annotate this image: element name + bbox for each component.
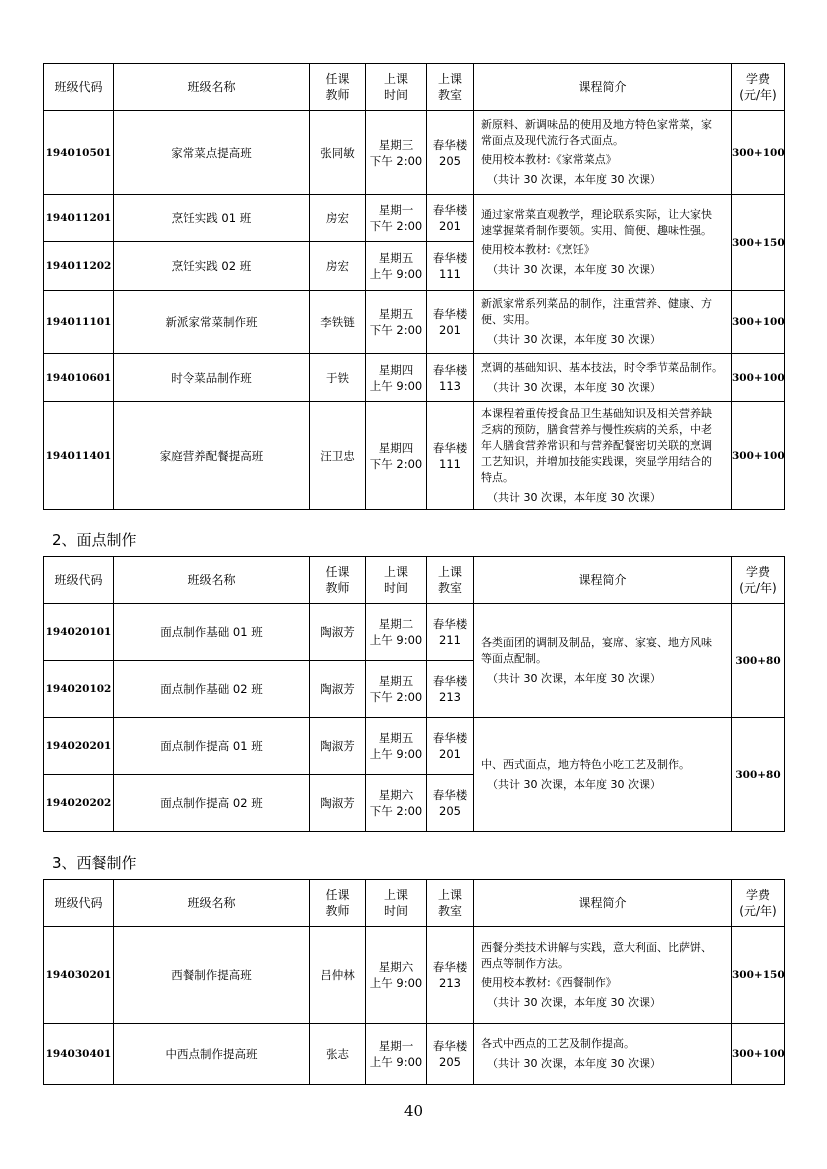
header-teacher: 任课 教师 bbox=[310, 880, 366, 927]
class-name: 面点制作基础 02 班 bbox=[114, 661, 310, 718]
class-name: 面点制作提高 02 班 bbox=[114, 775, 310, 832]
class-name: 面点制作基础 01 班 bbox=[114, 604, 310, 661]
classroom: 春华楼 111 bbox=[427, 242, 474, 291]
teacher: 李铁链 bbox=[310, 291, 366, 354]
class-time: 星期五 上午 9:00 bbox=[366, 718, 427, 775]
table-row bbox=[44, 111, 785, 195]
teacher: 陶淑芳 bbox=[310, 775, 366, 832]
class-time: 星期五 下午 2:00 bbox=[366, 661, 427, 718]
table-row bbox=[44, 1024, 785, 1085]
teacher: 张同敏 bbox=[310, 111, 366, 195]
header-name: 班级名称 bbox=[114, 880, 310, 927]
header-intro: 课程简介 bbox=[474, 64, 732, 111]
class-name: 烹饪实践 02 班 bbox=[114, 242, 310, 291]
teacher: 吕仲林 bbox=[310, 927, 366, 1024]
course-table-pastry bbox=[43, 556, 785, 832]
header-time: 上课 时间 bbox=[366, 557, 427, 604]
header-name: 班级名称 bbox=[114, 64, 310, 111]
teacher: 汪卫忠 bbox=[310, 402, 366, 510]
teacher: 房宏 bbox=[310, 242, 366, 291]
class-code: 194011202 bbox=[44, 242, 114, 291]
tuition-fee: 300+100 bbox=[732, 111, 785, 195]
header-teacher: 任课 教师 bbox=[310, 557, 366, 604]
class-code: 194020101 bbox=[44, 604, 114, 661]
class-code: 194010501 bbox=[44, 111, 114, 195]
course-intro: 各类面团的调制及制品，宴席、家宴、地方风味 等面点配制。 （共计 30 次课，本年度 30 次课） bbox=[474, 604, 732, 718]
class-code: 194030201 bbox=[44, 927, 114, 1024]
course-intro: 烹调的基础知识、基本技法，时令季节菜品制作。 （共计 30 次课，本年度 30 次课） bbox=[474, 354, 732, 402]
class-name: 家庭营养配餐提高班 bbox=[114, 402, 310, 510]
page-number: 40 bbox=[403, 1102, 424, 1120]
table-row bbox=[44, 402, 785, 510]
teacher: 房宏 bbox=[310, 195, 366, 242]
course-table-western bbox=[43, 879, 785, 1085]
teacher: 陶淑芳 bbox=[310, 661, 366, 718]
class-code: 194020102 bbox=[44, 661, 114, 718]
header-intro: 课程简介 bbox=[474, 557, 732, 604]
table-row bbox=[44, 604, 785, 661]
class-code: 194030401 bbox=[44, 1024, 114, 1085]
class-name: 中西点制作提高班 bbox=[114, 1024, 310, 1085]
class-code: 194011401 bbox=[44, 402, 114, 510]
teacher: 陶淑芳 bbox=[310, 718, 366, 775]
tuition-fee: 300+100 bbox=[732, 402, 785, 510]
class-time: 星期五 下午 2:00 bbox=[366, 291, 427, 354]
class-time: 星期三 下午 2:00 bbox=[366, 111, 427, 195]
header-name: 班级名称 bbox=[114, 557, 310, 604]
class-time: 星期二 上午 9:00 bbox=[366, 604, 427, 661]
table-header-row bbox=[44, 64, 785, 111]
class-code: 194011101 bbox=[44, 291, 114, 354]
course-intro: 新原料、新调味品的使用及地方特色家常菜，家 常面点及现代流行各式面点。 使用校本教材:《家常菜点》 （共计 30 次课，本年度 30 次课） bbox=[474, 111, 732, 195]
header-time: 上课 时间 bbox=[366, 880, 427, 927]
header-intro: 课程简介 bbox=[474, 880, 732, 927]
table-row bbox=[44, 354, 785, 402]
classroom: 春华楼 213 bbox=[427, 661, 474, 718]
classroom: 春华楼 201 bbox=[427, 718, 474, 775]
class-time: 星期一 下午 2:00 bbox=[366, 195, 427, 242]
header-teacher: 任课 教师 bbox=[310, 64, 366, 111]
course-intro: 各式中西点的工艺及制作提高。 （共计 30 次课，本年度 30 次课） bbox=[474, 1024, 732, 1085]
table-row bbox=[44, 291, 785, 354]
course-intro: 中、西式面点，地方特色小吃工艺及制作。 （共计 30 次课，本年度 30 次课） bbox=[474, 718, 732, 832]
class-name: 家常菜点提高班 bbox=[114, 111, 310, 195]
header-fee: 学费 (元/年) bbox=[732, 64, 785, 111]
class-name: 时令菜品制作班 bbox=[114, 354, 310, 402]
header-code: 班级代码 bbox=[44, 64, 114, 111]
course-intro: 本课程着重传授食品卫生基础知识及相关营养缺 乏病的预防，膳食营养与慢性疾病的关系，中老 年人膳食营养常识和与营养配餐密切关联的烹调 工艺知识，并增加技能实践课，突显学用结合的 特点。 （共计 30 次课，本年度 30 次课） bbox=[474, 402, 732, 510]
teacher: 于铁 bbox=[310, 354, 366, 402]
class-time: 星期六 上午 9:00 bbox=[366, 927, 427, 1024]
class-code: 194010601 bbox=[44, 354, 114, 402]
header-room: 上课 教室 bbox=[427, 557, 474, 604]
classroom: 春华楼 201 bbox=[427, 195, 474, 242]
class-time: 星期五 上午 9:00 bbox=[366, 242, 427, 291]
tuition-fee: 300+150 bbox=[732, 927, 785, 1024]
class-name: 烹饪实践 01 班 bbox=[114, 195, 310, 242]
class-time: 星期四 上午 9:00 bbox=[366, 354, 427, 402]
classroom: 春华楼 205 bbox=[427, 1024, 474, 1085]
header-fee: 学费 (元/年) bbox=[732, 880, 785, 927]
header-room: 上课 教室 bbox=[427, 64, 474, 111]
classroom: 春华楼 201 bbox=[427, 291, 474, 354]
classroom: 春华楼 113 bbox=[427, 354, 474, 402]
tuition-fee: 300+80 bbox=[732, 718, 785, 832]
tuition-fee: 300+80 bbox=[732, 604, 785, 718]
classroom: 春华楼 211 bbox=[427, 604, 474, 661]
classroom: 春华楼 111 bbox=[427, 402, 474, 510]
course-intro: 通过家常菜直观教学，理论联系实际，让大家快 速掌握菜肴制作要领。实用、简便、趣味性强。 使用校本教材:《烹饪》 （共计 30 次课，本年度 30 次课） bbox=[474, 195, 732, 291]
header-code: 班级代码 bbox=[44, 880, 114, 927]
tuition-fee: 300+100 bbox=[732, 1024, 785, 1085]
classroom: 春华楼 205 bbox=[427, 775, 474, 832]
class-name: 西餐制作提高班 bbox=[114, 927, 310, 1024]
tuition-fee: 300+150 bbox=[732, 195, 785, 291]
class-code: 194011201 bbox=[44, 195, 114, 242]
table-row bbox=[44, 195, 785, 242]
class-time: 星期四 下午 2:00 bbox=[366, 402, 427, 510]
class-time: 星期六 下午 2:00 bbox=[366, 775, 427, 832]
table-header-row bbox=[44, 557, 785, 604]
classroom: 春华楼 205 bbox=[427, 111, 474, 195]
header-room: 上课 教室 bbox=[427, 880, 474, 927]
header-time: 上课 时间 bbox=[366, 64, 427, 111]
class-name: 新派家常菜制作班 bbox=[114, 291, 310, 354]
table-header-row bbox=[44, 880, 785, 927]
header-code: 班级代码 bbox=[44, 557, 114, 604]
class-time: 星期一 上午 9:00 bbox=[366, 1024, 427, 1085]
class-code: 194020201 bbox=[44, 718, 114, 775]
classroom: 春华楼 213 bbox=[427, 927, 474, 1024]
tuition-fee: 300+100 bbox=[732, 354, 785, 402]
class-code: 194020202 bbox=[44, 775, 114, 832]
teacher: 张志 bbox=[310, 1024, 366, 1085]
class-name: 面点制作提高 01 班 bbox=[114, 718, 310, 775]
section-title-western: 3、西餐制作 bbox=[52, 854, 137, 872]
section-title-pastry: 2、面点制作 bbox=[52, 531, 137, 549]
header-fee: 学费 (元/年) bbox=[732, 557, 785, 604]
table-row bbox=[44, 718, 785, 775]
tuition-fee: 300+100 bbox=[732, 291, 785, 354]
course-table-cooking bbox=[43, 63, 785, 510]
course-intro: 新派家常系列菜品的制作，注重营养、健康、方 便、实用。 （共计 30 次课，本年度 30 次课） bbox=[474, 291, 732, 354]
teacher: 陶淑芳 bbox=[310, 604, 366, 661]
course-intro: 西餐分类技术讲解与实践，意大利面、比萨饼、 西点等制作方法。 使用校本教材:《西餐制作》 （共计 30 次课，本年度 30 次课） bbox=[474, 927, 732, 1024]
table-row bbox=[44, 927, 785, 1024]
